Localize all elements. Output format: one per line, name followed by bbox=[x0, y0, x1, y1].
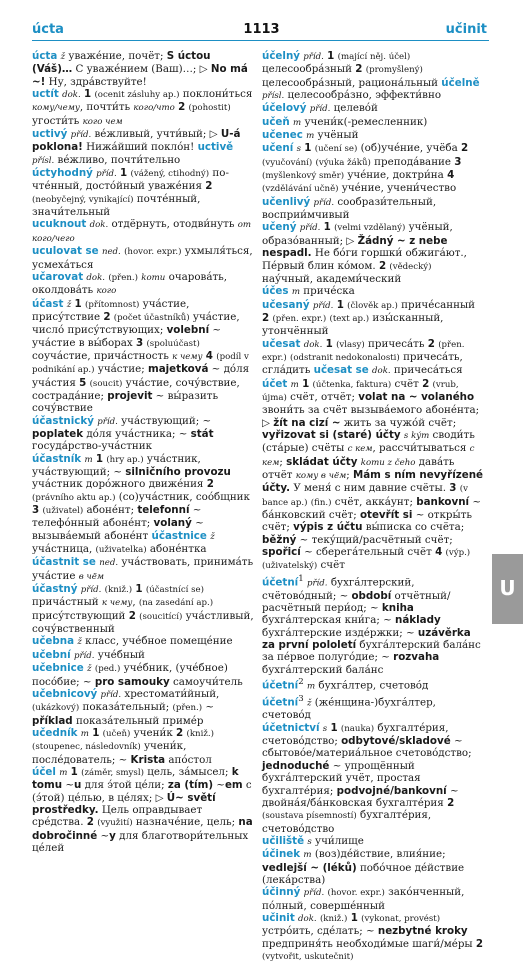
dictionary-entry: účast ž 1 (přítomnost) уча́стие, прису́тствие 2 (počet účastníků) уча́стие, число́ прису́тствующих; volební ~ уча́стие в вы́борах 3 (spoluúčast) соуча́стие, прича́стность к чему 4 (podíl v podnikání ap.) уча́стие; majetková ~ до́ля уча́стия 5 (soucit) уча́стие, сочу́вствие, сострада́ние; projevit ~ вы́разить сочу́вствие bbox=[32, 297, 250, 415]
thumb-index-tab[interactable] bbox=[492, 554, 523, 624]
page-header bbox=[0, 22, 523, 40]
page-number: 1113 bbox=[243, 22, 280, 37]
dictionary-entry: učebna ž класс, уче́бное помеще́ние bbox=[32, 635, 233, 648]
dictionary-entry: učarovat dok. (přen.) komu очарова́ть, околдова́ть кого bbox=[32, 270, 228, 297]
dictionary-entry: učedník m 1 (učeň) учени́к 2 (kniž.) (stoupenec, následovník) учени́к, после́дователь; ~ Krista апо́стол bbox=[32, 726, 214, 766]
dictionary-entry: účes m приче́ска bbox=[262, 285, 355, 298]
dictionary-entry: účinný příd. (hovor. expr.) зако́нченный, по́лный, соверше́нный bbox=[262, 886, 465, 912]
dictionary-entry: účastník m 1 (hry ap.) уча́стник, уча́ствующий; ~ silničního provozu уча́стник доро́жного движе́ния 2 (právního aktu ap.) (со)уча́стник, соо́бщник 3 (uživatel) абоне́нт; telefonní ~ телефо́нный абоне́нт; volaný ~ вызыва́емый абоне́нт účastnice ž уча́стница, (uživatelka) абоне́нтка bbox=[32, 452, 250, 556]
dictionary-entry: učební příd. уче́бный bbox=[32, 648, 145, 661]
dictionary-entry: uctivý příd. вéжливый, учти́вый; ▷ U-á poklona! Нижа́йший покло́н! uctivě přísl. вéжливо, почти́тельно bbox=[32, 128, 241, 166]
left-column bbox=[32, 50, 254, 854]
dictionary-entry: učebnicový příd. хрестомати́йный, (ukázkový) показа́тельный; (přen.) ~ příklad показа́тельный приме́р bbox=[32, 687, 220, 727]
dictionary-entry: učenec m учёный bbox=[262, 129, 359, 142]
dictionary-entry: učesat dok. 1 (vlasy) причеса́ть 2 (přen. expr.) (odstranit nedokonalosti) причеса́ть, сгла́дить učesat se dok. причеса́ться bbox=[262, 337, 465, 377]
thumb-index-letter: U bbox=[499, 576, 516, 600]
dictionary-entry: učebnice ž (ped.) уче́бник, (уче́бное) посо́бие; ~ pro samouky самоучи́тель bbox=[32, 662, 243, 688]
dictionary-entry: uculovat se ned. (hovor. expr.) ухмыля́ться, усмеха́ться bbox=[32, 245, 253, 271]
right-column bbox=[262, 50, 484, 963]
dictionary-entry: učenlivý příd. сообрази́тельный, восприи́мчивый bbox=[262, 195, 437, 222]
dictionary-entry: ucuknout dok. отдёрнуть, отодви́нуть от кого/чего bbox=[32, 218, 252, 244]
dictionary-entry: učený příd. 1 (velmi vzdělaný) учёный, образо́ванный; ▷ Žádný ~ z nebe nespadl. Не бо́ги горшки́ обжига́ют., Пе́рвый блин ко́мом. 2 (vědecký) нау́чный, академи́ческий bbox=[262, 221, 467, 285]
dictionary-entry: učiliště s учи́лище bbox=[262, 834, 364, 847]
dictionary-entry: účastnit se ned. уча́ствовать, принима́ть уча́стие в чём bbox=[32, 556, 254, 582]
dictionary-entry: učeň m учени́к(-ремесленник) bbox=[262, 115, 428, 128]
dictionary-entry: účetnictví s 1 (nauka) бухгалте́рия, счетово́дство; odbytové/skladové ~ сбытово́е/материа́льное счетово́дство; jednoduché ~ упрощённый бухга́лтерский учёт, простая бухгалте́рия; podvojné/bankovní ~ двойна́я/ба́нковская бухгалте́рия 2 (soustava písemností) бухгалте́рия, счетово́дство bbox=[262, 721, 472, 835]
dictionary-entry: účelný příd. 1 (mající něj. účel) целесообра́зный 2 (promyšlený) целесообра́зный, рациона́льный účelně přísl. целесообра́зно, эффекти́вно bbox=[262, 50, 480, 102]
dictionary-entry: účastnický příd. уча́ствующий; ~ poplatek до́ля уча́стника; ~ stát госуда́рство-уча́стник bbox=[32, 414, 214, 453]
dictionary-entry: uctít dok. 1 (ocenit zásluhy ap.) поклони́ться кому/чему, почти́ть кого/что 2 (pohostit) угости́ть кого чем bbox=[32, 88, 253, 127]
dictionary-entry: úctyhodný příd. 1 (vážený, ctihodný) по-чте́нный, досто́йный уваже́ния 2 (neobyčejný, vynikající) почте́нный, значи́тельный bbox=[32, 167, 229, 219]
dictionary-entry: účinek m (воз)де́йствие, влия́ние; vedlejší ~ (léků) побо́чное де́йствие (лека́рства) bbox=[262, 848, 465, 886]
dictionary-entry: účetní$^2$ m бухга́лтер, счетово́д bbox=[262, 676, 429, 692]
dictionary-entry: účetní$^3$ ž (же́нщина-)бухга́лтер, счетово́д bbox=[262, 693, 436, 722]
running-head-last-entry: učinit bbox=[445, 22, 487, 37]
dictionary-entry: učení s 1 (učení se) (об)уче́ние, учёба 2 (vyučování) (výuka žáků) препода́вание 3 (myšlenkový směr) уче́ние, доктри́на 4 (vzdělávání učně) уче́ние, учени́чество bbox=[262, 142, 469, 195]
header-rule bbox=[32, 40, 489, 41]
dictionary-entry: účel m 1 (záměr, smysl) цель, за́мысел; k tomu ~u для э́той це́ли; za (tím) ~em с (э́той) це́лью, в це́лях; ▷ Ú~ světí prostředky. Цель оправдывает сре́дства. 2 (využití) назначе́ние, цель; na dobročinné ~y для благотвори́тельных це́лей bbox=[32, 765, 253, 854]
dictionary-entry: učinit dok. (kniž.) 1 (vykonat, provést) устро́ить, сде́лать; ~ nezbytné kroky предприня́ть необходи́мые шаги́/ме́ры 2 (vytvořit, uskutečnit) bbox=[262, 911, 484, 962]
dictionary-entry: účelový příd. целево́й bbox=[262, 102, 378, 115]
dictionary-entry: učesaný příd. 1 (člověk ap.) приче́санный 2 (přen. expr.) (text ap.) изы́сканный, утончённый bbox=[262, 298, 476, 338]
dictionary-entry: účetní$^1$ příd. бухга́лтерский, счётово́дный; ~ období отчётный/расчётный пери́од; ~ kniha бухга́лтерская кни́га; ~ náklady бухга́лтерские изде́ржки; ~ uzávěrka za první pololetí бухга́лтерский бала́нс за пе́рвое полуго́дие; ~ rozvaha бухга́лтерский бала́нс bbox=[262, 573, 481, 676]
running-head-first-entry: úcta bbox=[32, 22, 64, 37]
dictionary-entry: účet m 1 (účtenka, faktura) счёт 2 (vrub, újma) счёт, отчёт; volat na ~ volaného звони́ть за счёт вызыва́емого абоне́нта; ▷ žít na cizí ~ жить за чужо́й счёт; vyřizovat si (staré) účty s kým своди́ть (ста́рые) счёты с кем, рассчи́тываться с кем; skládat účty komu z čeho дава́ть отчёт кому в чём; Mám s ním nevyřízené účty. У меня́ с ним давние счёты. 3 (v bance ap.) (fin.) счёт, акка́унт; bankovní ~ ба́нковский счёт; otevřít si ~ откры́ть счёт; výpis z účtu вы́писка со счёта; běžný ~ теку́щий/расчётный счёт; spořicí ~ сберега́тельный счёт 4 (výp.) (uživatelský) счёт bbox=[262, 377, 484, 572]
dictionary-entry: účastný příd. (kniž.) 1 (účastnící se) прича́стный к чему, (na zasedání ap.) прису́тствующий 2 (soucitící) уча́стливый, сочу́вственный bbox=[32, 583, 254, 636]
dictionary-entry: úcta ž уваже́ние, почёт; S úctou (Váš)… С уваже́нием (Ваш)…; ▷ No má ~! Ну, здра́вствуйте! bbox=[32, 50, 248, 88]
